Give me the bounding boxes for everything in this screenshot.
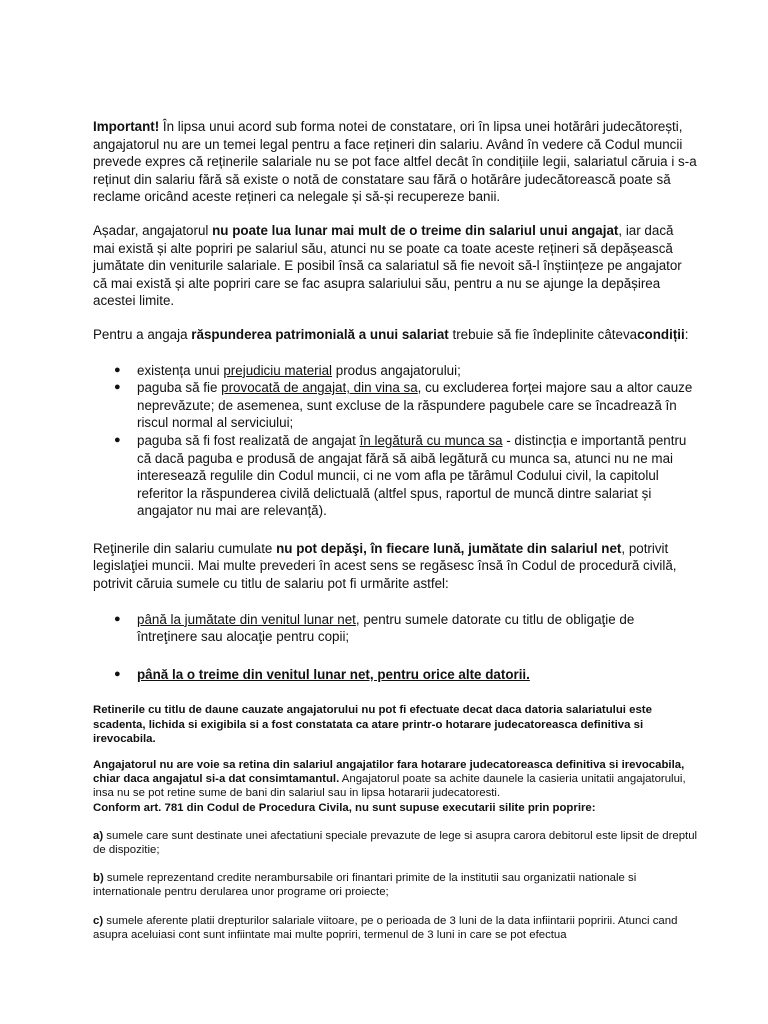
list-item [114, 611, 698, 646]
item-underlined: prejudiciu material [223, 362, 333, 378]
art-781-bold: Conform art. 781 din Codul de Procedura Civila, nu sunt supuse executarii silite prin poprire: [93, 801, 596, 814]
paragraph-item-a [93, 829, 698, 857]
daune-bold: Retinerile cu titlu de daune cauzate angajatorului nu pot fi efectuate decat daca datoria salariatului este scadenta, lichida si exigibila si a fost constatata ca atare printr-o hotarare judecatoreasca definitiva si irevocabila. [93, 704, 652, 745]
list-item [114, 666, 698, 684]
list-item [114, 362, 698, 380]
raspundere-text-a: Pentru a angaja [93, 326, 192, 342]
paragraph-raspundere [93, 326, 698, 344]
paragraph-art-781 [93, 801, 698, 815]
item-a-key: a) [93, 829, 104, 842]
paragraph-consimtamant [93, 758, 698, 801]
asadar-bold: nu poate lua lunar mai mult de o treime din salariul unui angajat [212, 222, 619, 238]
item-text: - distincția e importantă pentru că dacă paguba e produsă de angajat fără să aibă legătură cu munca sa, atunci nu ne mai interesează regulile din Codul muncii, ci ne vom afla pe tărâmul Codului civil, la capitolul referitor la răspunderea civilă delictuală (altfel spus, raportul de muncă dintre salariat și angajator nu mai are relevanță). [137, 432, 687, 519]
item-a-text: sumele care sunt destinate unei afectatiuni speciale prevazute de lege si asupra carora debitorul este lipsit de dreptul de dispozitie; [93, 829, 698, 857]
raspundere-text-c: trebuie să fie îndeplinite câteva [448, 326, 638, 342]
limits-list [93, 611, 698, 684]
paragraph-retinerile [93, 540, 698, 593]
consimtamant-text: Angajatorul poate sa achite daunele la casieria unitatii angajatorului, insa nu se pot retine sume de bani din salariul sau in lipsa hotararii judecatoresti. [93, 773, 686, 800]
item-text: , cu excluderea forței majore sau a altor cauze neprevăzute; de asemenea, sunt excluse de la răspundere pagubele care se încadrează în riscul normal al serviciului; [137, 380, 693, 431]
bullet-icon: ● [114, 433, 121, 446]
item-underlined: în legătură cu munca sa [359, 432, 503, 448]
spacer [93, 815, 698, 829]
consimtamant-bold: Angajatorul nu are voie sa retina din salariul angajatilor fara hotarare judecatoreasca definitiva si irevocabila, chiar daca angajatul si-a dat consimtamantul. [93, 759, 685, 786]
spacer [93, 857, 698, 871]
list-item [114, 379, 698, 432]
item-c-key: c) [93, 914, 104, 927]
asadar-text-a: Așadar, angajatorul [93, 222, 213, 238]
asadar-text-c: , iar dacă mai există și alte popriri pe salariul său, atunci nu se poate ca toate aceste rețineri să depășească jumătate din veniturile salariale. E posibil însă ca salariatul să fie nevoit să-l înștiințeze pe angajator că mai există și alte popriri care se fac asupra salariului său, pentru a nu se ajunge la depășirea acestei limite. [93, 222, 682, 309]
list-item [114, 432, 698, 520]
bullet-icon: ● [114, 612, 121, 625]
spacer [93, 746, 698, 758]
retinerile-bold: nu pot depăşi, în fiecare lună, jumătate din salariul net [276, 540, 622, 556]
paragraph-item-c [93, 914, 698, 942]
important-text: În lipsa unui acord sub forma notei de constatare, ori în lipsa unei hotărâri judecătorești, angajatorul nu are un temei legal pentru a face rețineri din salariu. Având în vedere că Codul muncii prevede expres că reținerile salariale nu se pot face altfel decât în condițiile legii, salariatul căruia i s-a reținut din salariu fără să existe o notă de constatare sau fără o hotărâre judecătorească poate să reclame oricând aceste rețineri ca nelegale și să-și recupereze banii. [93, 119, 697, 205]
spacer [93, 900, 698, 914]
paragraph-daune [93, 703, 698, 746]
item-underlined: până la jumătate din venitul lunar net [137, 611, 356, 627]
item-bold-underlined: până la o treime din venitul lunar net, pentru orice alte datorii. [137, 666, 530, 682]
retinerile-text-c: , potrivit legislaţiei muncii. Mai multe prevederi în acest sens se regăsesc însă în Codul de procedură civilă, potrivit căruia sumele cu titlu de salariu pot fi urmărite astfel: [93, 540, 677, 592]
raspundere-bold: răspunderea patrimonială a unui salariat [191, 326, 449, 342]
paragraph-important [93, 118, 698, 206]
raspundere-colon: : [684, 326, 689, 342]
item-b-text: sumele reprezentand credite nerambursabile ori finantari primite de la institutii sau organizatii nationale si internationale pentru derularea unor programe ori proiecte; [93, 872, 637, 899]
bullet-icon: ● [114, 381, 121, 394]
item-c-text: sumele aferente platii drepturilor salariale viitoare, pe o perioada de 3 luni de la data infiintarii popririi. Atunci cand asupra aceluiasi cont sunt infiintate mai multe popriri, termenul de 3 luni in care se pot efectua [93, 914, 678, 941]
item-text: paguba să fi fost realizată de angajat [137, 432, 360, 448]
item-text: paguba să fie [137, 380, 222, 396]
bullet-icon: ● [114, 667, 121, 680]
paragraph-asadar [93, 222, 698, 310]
item-text: existența unui [137, 362, 224, 378]
item-text: produs angajatorului; [332, 362, 461, 378]
bullet-icon: ● [114, 363, 121, 376]
item-underlined: provocată de angajat, din vina sa [221, 380, 418, 396]
item-text: , pentru sumele datorate cu titlu de obligaţie de întreţinere sau alocaţie pentru copii; [137, 611, 635, 645]
retinerile-text-a: Reţinerile din salariu cumulate [93, 540, 277, 556]
paragraph-item-b [93, 871, 698, 899]
conditii-bold: condiții [637, 326, 685, 342]
conditions-list [93, 362, 698, 520]
important-lead: Important! [93, 119, 160, 134]
item-b-key: b) [93, 872, 104, 885]
